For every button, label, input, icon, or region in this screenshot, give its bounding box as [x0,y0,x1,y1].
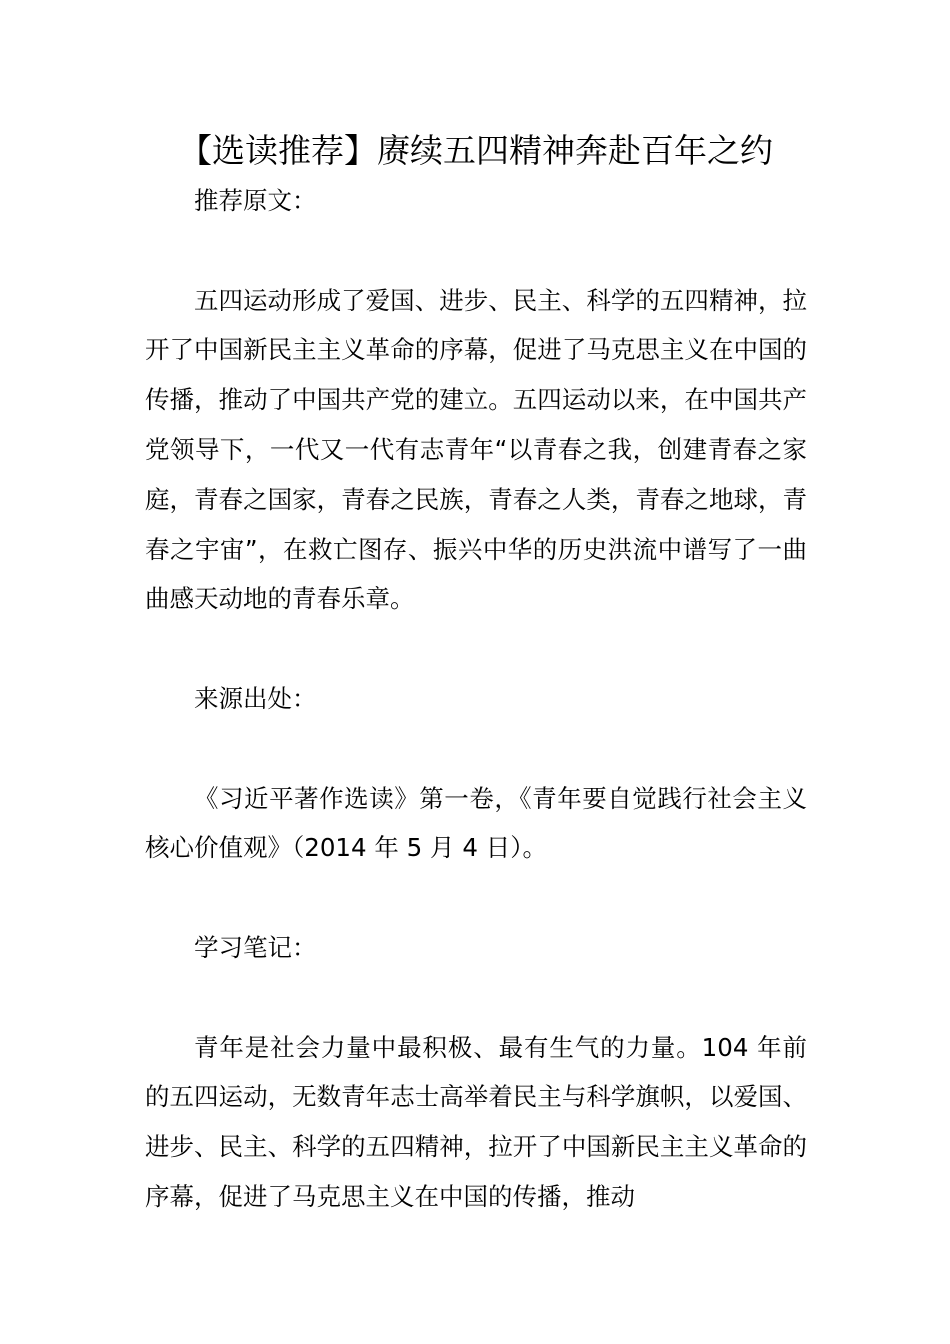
blank-line [145,624,807,674]
blank-line [145,724,807,774]
document-title: 【选读推荐】赓续五四精神奔赴百年之约 [179,131,773,170]
section-body-source: 《习近平著作选读》第一卷，《青年要自觉践行社会主义核心价值观》（2014 年 5 月 4 日）。 [145,783,807,863]
section-body-notes: 青年是社会力量中最积极、最有生气的力量。104 年前的五四运动，无数青年志士高举着民主与科学旗帜，以爱国、进步、民主、科学的五四精神，拉开了中国新民主主义革命的序幕，促进了马克思主义在中国的传播，推动 [145,1032,807,1211]
blank-line [145,873,807,923]
section-heading-notes: 学习笔记： [194,932,317,962]
blank-line [145,226,807,276]
section-body-original: 五四运动形成了爱国、进步、民主、科学的五四精神，拉开了中国新民主主义革命的序幕，促进了马克思主义在中国的传播，推动了中国共产党的建立。五四运动以来，在中国共产党领导下，一代又一代有志青年“以青春之我，创建青春之家庭，青春之国家，青春之民族，青春之人类，青春之地球，青春之宇宙”，在救亡图存、振兴中华的历史洪流中谱写了一曲曲感天动地的青春乐章。 [145,285,807,614]
document-page [145,126,807,1222]
section-heading-original: 推荐原文： [194,186,317,215]
blank-line [145,973,807,1023]
section-heading-source: 来源出处： [194,683,317,713]
